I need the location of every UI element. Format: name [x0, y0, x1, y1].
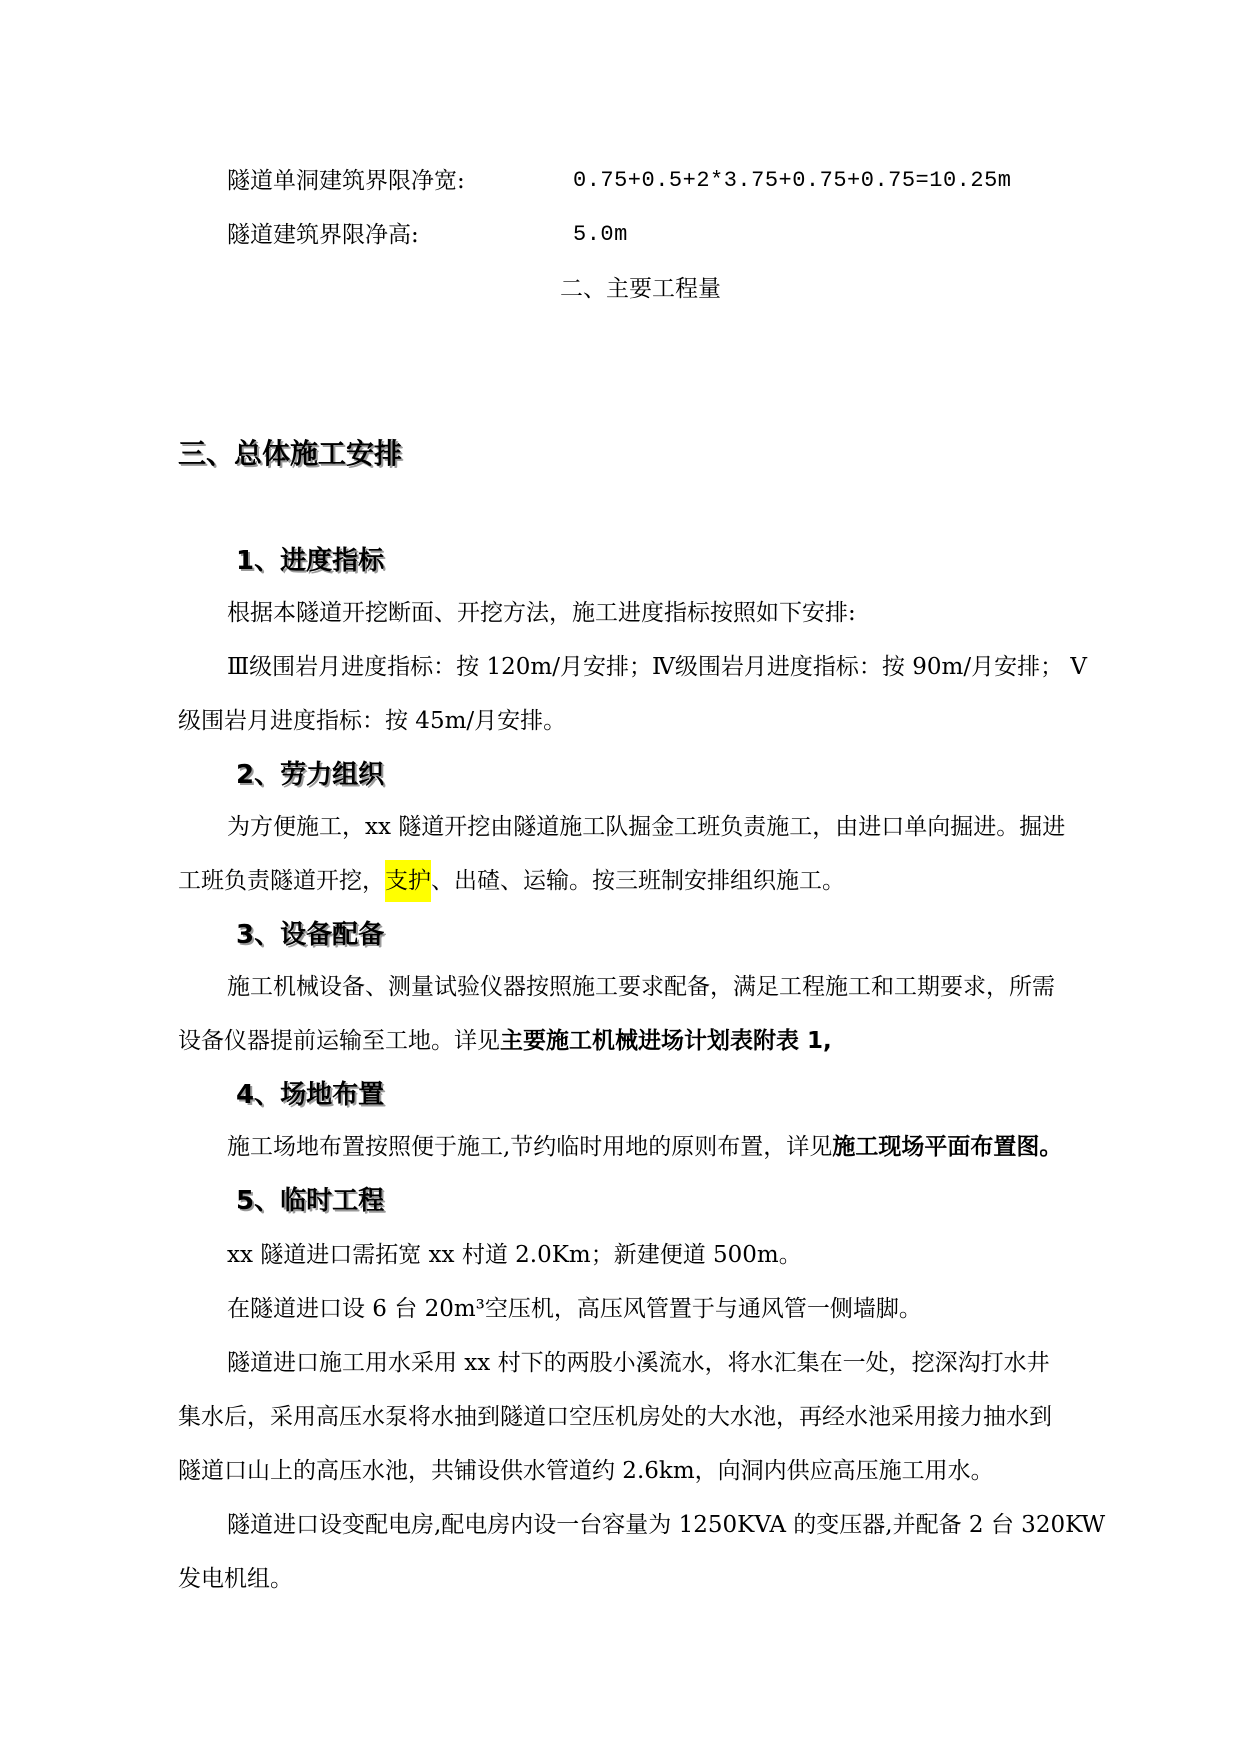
sub-3-line-2-text: 设备仪器提前运输至工地。详见: [178, 1028, 500, 1054]
spec-height-label: 隧道建筑界限净高:: [227, 222, 419, 248]
section-3-title: 三、总体施工安排: [178, 437, 403, 470]
sub-1-paragraph-1: 根据本隧道开挖断面、开挖方法，施工进度指标按照如下安排:: [227, 600, 856, 626]
sub-1-paragraph-2-line-2: 级围岩月进度指标：按 45m/月安排。: [178, 708, 567, 734]
sub-3-title: 3、设备配备: [236, 920, 385, 950]
spec-width-label: 隧道单洞建筑界限净宽:: [227, 168, 465, 194]
sub-5-paragraph-3-line-1: 隧道进口施工用水采用 xx 村下的两股小溪流水，将水汇集在一处，挖深沟打水井: [227, 1350, 1050, 1376]
spec-width-value: 0.75+0.5+2*3.75+0.75+0.75=10.25m: [573, 168, 1012, 193]
sub-5-paragraph-3-line-3: 隧道口山上的高压水池，共铺设供水管道约 2.6km，向洞内供应高压施工用水。: [178, 1458, 994, 1484]
section-2-title: 二、主要工程量: [560, 276, 721, 302]
sub-2-line-1: 为方便施工，xx 隧道开挖由隧道施工队掘金工班负责施工，由进口单向掘进。掘进: [227, 814, 1066, 840]
sub-5-paragraph-4-line-1: 隧道进口设变配电房,配电房内设一台容量为 1250KVA 的变压器,并配备 2 台 320KW: [227, 1512, 1106, 1538]
sub-3-line-2: [178, 1026, 832, 1056]
sub-5-paragraph-4-line-2: 发电机组。: [178, 1566, 293, 1592]
sub-4-line-1: [227, 1132, 1062, 1162]
sub-3-line-1: 施工机械设备、测量试验仪器按照施工要求配备，满足工程施工和工期要求，所需: [227, 974, 1055, 1000]
spec-height-value: 5.0m: [573, 222, 628, 247]
sub-1-paragraph-2-line-1: Ⅲ级围岩月进度指标：按 120m/月安排；Ⅳ级围岩月进度指标：按 90m/月安排； V: [227, 654, 1087, 680]
sub-1-title: 1、进度指标: [236, 546, 385, 576]
sub-2-line-2-text-b: 、出碴、运输。按三班制安排组织施工。: [431, 868, 845, 894]
sub-2-title: 2、劳力组织: [236, 760, 385, 790]
sub-4-title: 4、场地布置: [236, 1080, 385, 1110]
sub-5-paragraph-1: xx 隧道进口需拓宽 xx 村道 2.0Km；新建便道 500m。: [227, 1242, 802, 1268]
layout-drawing-reference: 施工现场平面布置图。: [832, 1134, 1063, 1160]
sub-5-paragraph-2: 在隧道进口设 6 台 20m³空压机，高压风管置于与通风管一侧墙脚。: [227, 1296, 922, 1322]
sub-4-line-1-text: 施工场地布置按照便于施工,节约临时用地的原则布置，详见: [227, 1134, 833, 1160]
highlighted-term: 支护: [385, 860, 431, 902]
attachment-reference: 主要施工机械进场计划表附表 1,: [500, 1028, 832, 1054]
sub-5-title: 5、临时工程: [236, 1186, 385, 1216]
sub-5-paragraph-3-line-2: 集水后，采用高压水泵将水抽到隧道口空压机房处的大水池，再经水池采用接力抽水到: [178, 1404, 1052, 1430]
sub-2-line-2: [178, 866, 845, 896]
sub-2-line-2-text-a: 工班负责隧道开挖，: [178, 868, 385, 894]
